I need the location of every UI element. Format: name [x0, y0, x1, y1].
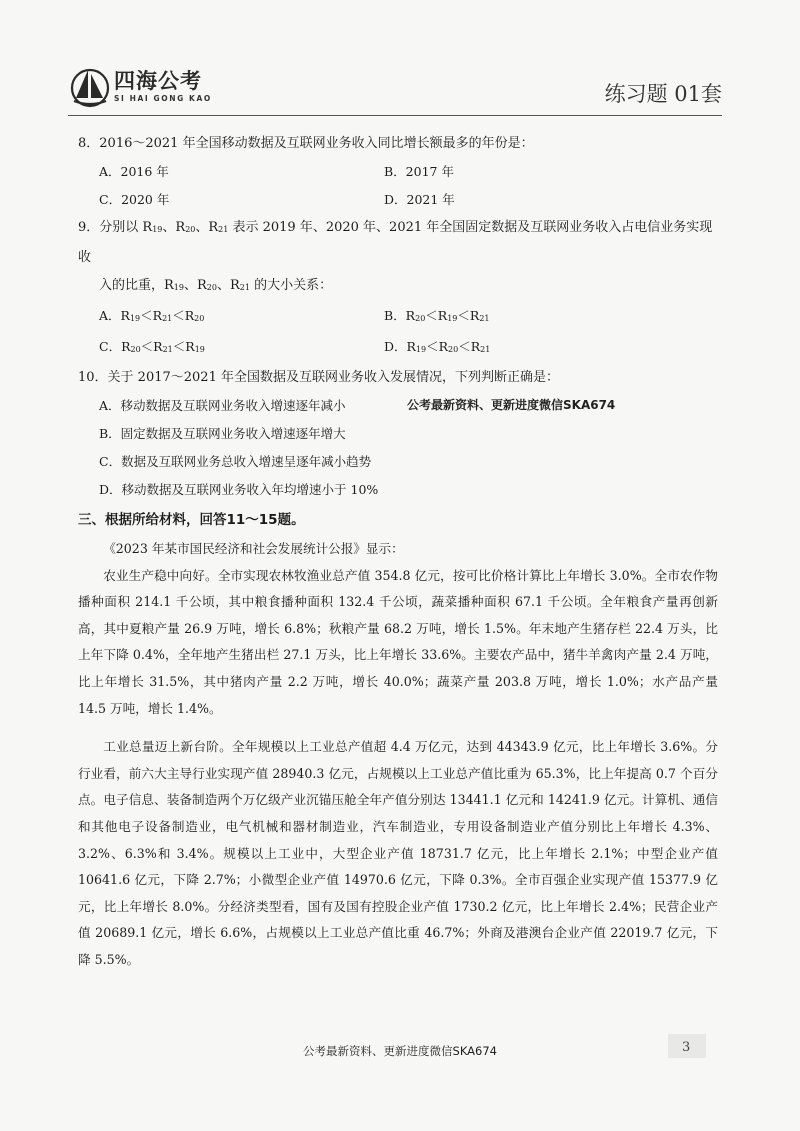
brand-name-en: SI HAI GONG KAO	[114, 93, 212, 103]
option-b[interactable]: B．$R_{20}<R_{19}<R_{21}$	[384, 308, 490, 323]
question-stem: 2016～2021 年全国移动数据及互联网业务收入同比增长额最多的年份是：	[99, 136, 534, 151]
sailboat-logo-icon	[70, 64, 110, 108]
passage-paragraph: 工业总量迈上新台阶。全年规模以上工业总产值超 4.4 万亿元，达到 44343.9 亿元，比上年增长 3.6%。分行业看，前六大主导行业实现产值 28940.3 亿元，占规模以上工业总产值比重为 65.3%，比上年提高 0.7 个百分点。电子信息、装备制造两个万亿级产业沉锚压舱全年产值分别达 13441.1 亿元和 14241.9 亿元。计算机、通信和其他电子设备制造业，电气机械和器材制造业，汽车制造业，专用设备制造业产值分别比上年增长 4.3%、3.2%、6.3%和 3.4%。规模以上工业中，大型企业产值 18731.7 亿元，比上年增长 2.1%；中型企业产值 10641.6 亿元，下降 2.7%；小微型企业产值 14970.6 亿元，下降 0.3%。全市百强企业实现产值 15377.9 亿元，比上年增长 8.0%。分经济类型看，国有及国有控股企业产值 1730.2 亿元，比上年增长 2.4%；民营企业产值 20689.1 亿元，增长 6.6%，占规模以上工业总产值比重 46.7%；外商及港澳台企业产值 22019.7 亿元，下降 5.5%。	[78, 739, 718, 967]
header-divider	[68, 115, 722, 116]
question-stem-line2: 入的比重，$R_{19}$、$R_{20}$、$R_{21}$ 的大小关系：	[99, 278, 333, 293]
footer-note: 公考最新资料、更新进度微信SKA674	[303, 1044, 497, 1058]
section-title: 三、根据所给材料，回答11～15题。	[78, 512, 305, 528]
option-a[interactable]: A．$R_{19}<R_{21}<R_{20}$	[99, 308, 205, 323]
question-number: 9．	[78, 220, 100, 235]
option-a[interactable]: A．移动数据及互联网业务收入增速逐年减小	[99, 398, 346, 413]
question-stem: 关于 2017～2021 年全国数据及互联网业务收入发展情况，下列判断正确是：	[107, 370, 559, 385]
option-d[interactable]: D．2021 年	[384, 192, 455, 207]
exercise-set-title: 练习题 01套	[604, 82, 722, 106]
option-c[interactable]: C．数据及互联网业务总收入增速呈逐年减小趋势	[99, 454, 372, 469]
option-c[interactable]: C．2020 年	[99, 192, 170, 207]
option-a[interactable]: A．2016 年	[99, 164, 169, 179]
page-number: 3	[682, 1040, 691, 1055]
passage-paragraph: 《2023 年某市国民经济和社会发展统计公报》显示：	[103, 541, 404, 556]
option-c[interactable]: C．$R_{20}<R_{21}<R_{19}$	[99, 339, 205, 354]
passage-paragraph: 农业生产稳中向好。全市实现农林牧渔业总产值 354.8 亿元，按可比价格计算比上年增长 3.0%。全市农作物播种面积 214.1 千公顷，其中粮食播种面积 132.4 千公顷，蔬菜播种面积 67.1 千公顷。全年粮食产量再创新高，其中夏粮产量 26.9 万吨，增长 6.8%；秋粮产量 68.2 万吨，增长 1.5%。年末地产生猪存栏 22.4 万头，比上年下降 0.4%，全年地产生猪出栏 27.1 万头，比上年增长 33.6%。主要农产品中，猪牛羊禽肉产量 2.4 万吨，比上年增长 31.5%，其中猪肉产量 2.2 万吨，增长 40.0%；蔬菜产量 203.8 万吨，增长 1.0%；水产品产量 14.5 万吨，增长 1.4%。	[78, 567, 718, 716]
option-b[interactable]: B．2017 年	[384, 164, 454, 179]
reading-passage	[78, 536, 718, 974]
questions-block	[78, 130, 718, 504]
question-10-options	[78, 392, 718, 504]
option-d[interactable]: D．移动数据及互联网业务收入年均增速小于 10%	[99, 482, 379, 497]
question-8	[78, 130, 718, 158]
brand-logo	[70, 64, 212, 108]
watermark-text: 公考最新资料、更新进度微信SKA674	[407, 398, 616, 412]
option-d[interactable]: D．$R_{19}<R_{20}<R_{21}$	[384, 339, 491, 354]
question-10	[78, 364, 718, 392]
question-number: 10．	[78, 370, 108, 385]
question-9	[78, 214, 718, 272]
option-b[interactable]: B．固定数据及互联网业务收入增速逐年增大	[99, 426, 346, 441]
question-number: 8．	[78, 136, 100, 151]
question-9-options	[78, 302, 718, 364]
question-8-options	[78, 158, 718, 214]
question-stem-line1: 分别以 $R_{19}$、$R_{20}$、$R_{21}$ 表示 2019 年、2020 年、2021 年全国固定数据及互联网业务收入占电信业务实现收	[78, 220, 713, 265]
brand-name-cn: 四海公考	[114, 68, 202, 93]
